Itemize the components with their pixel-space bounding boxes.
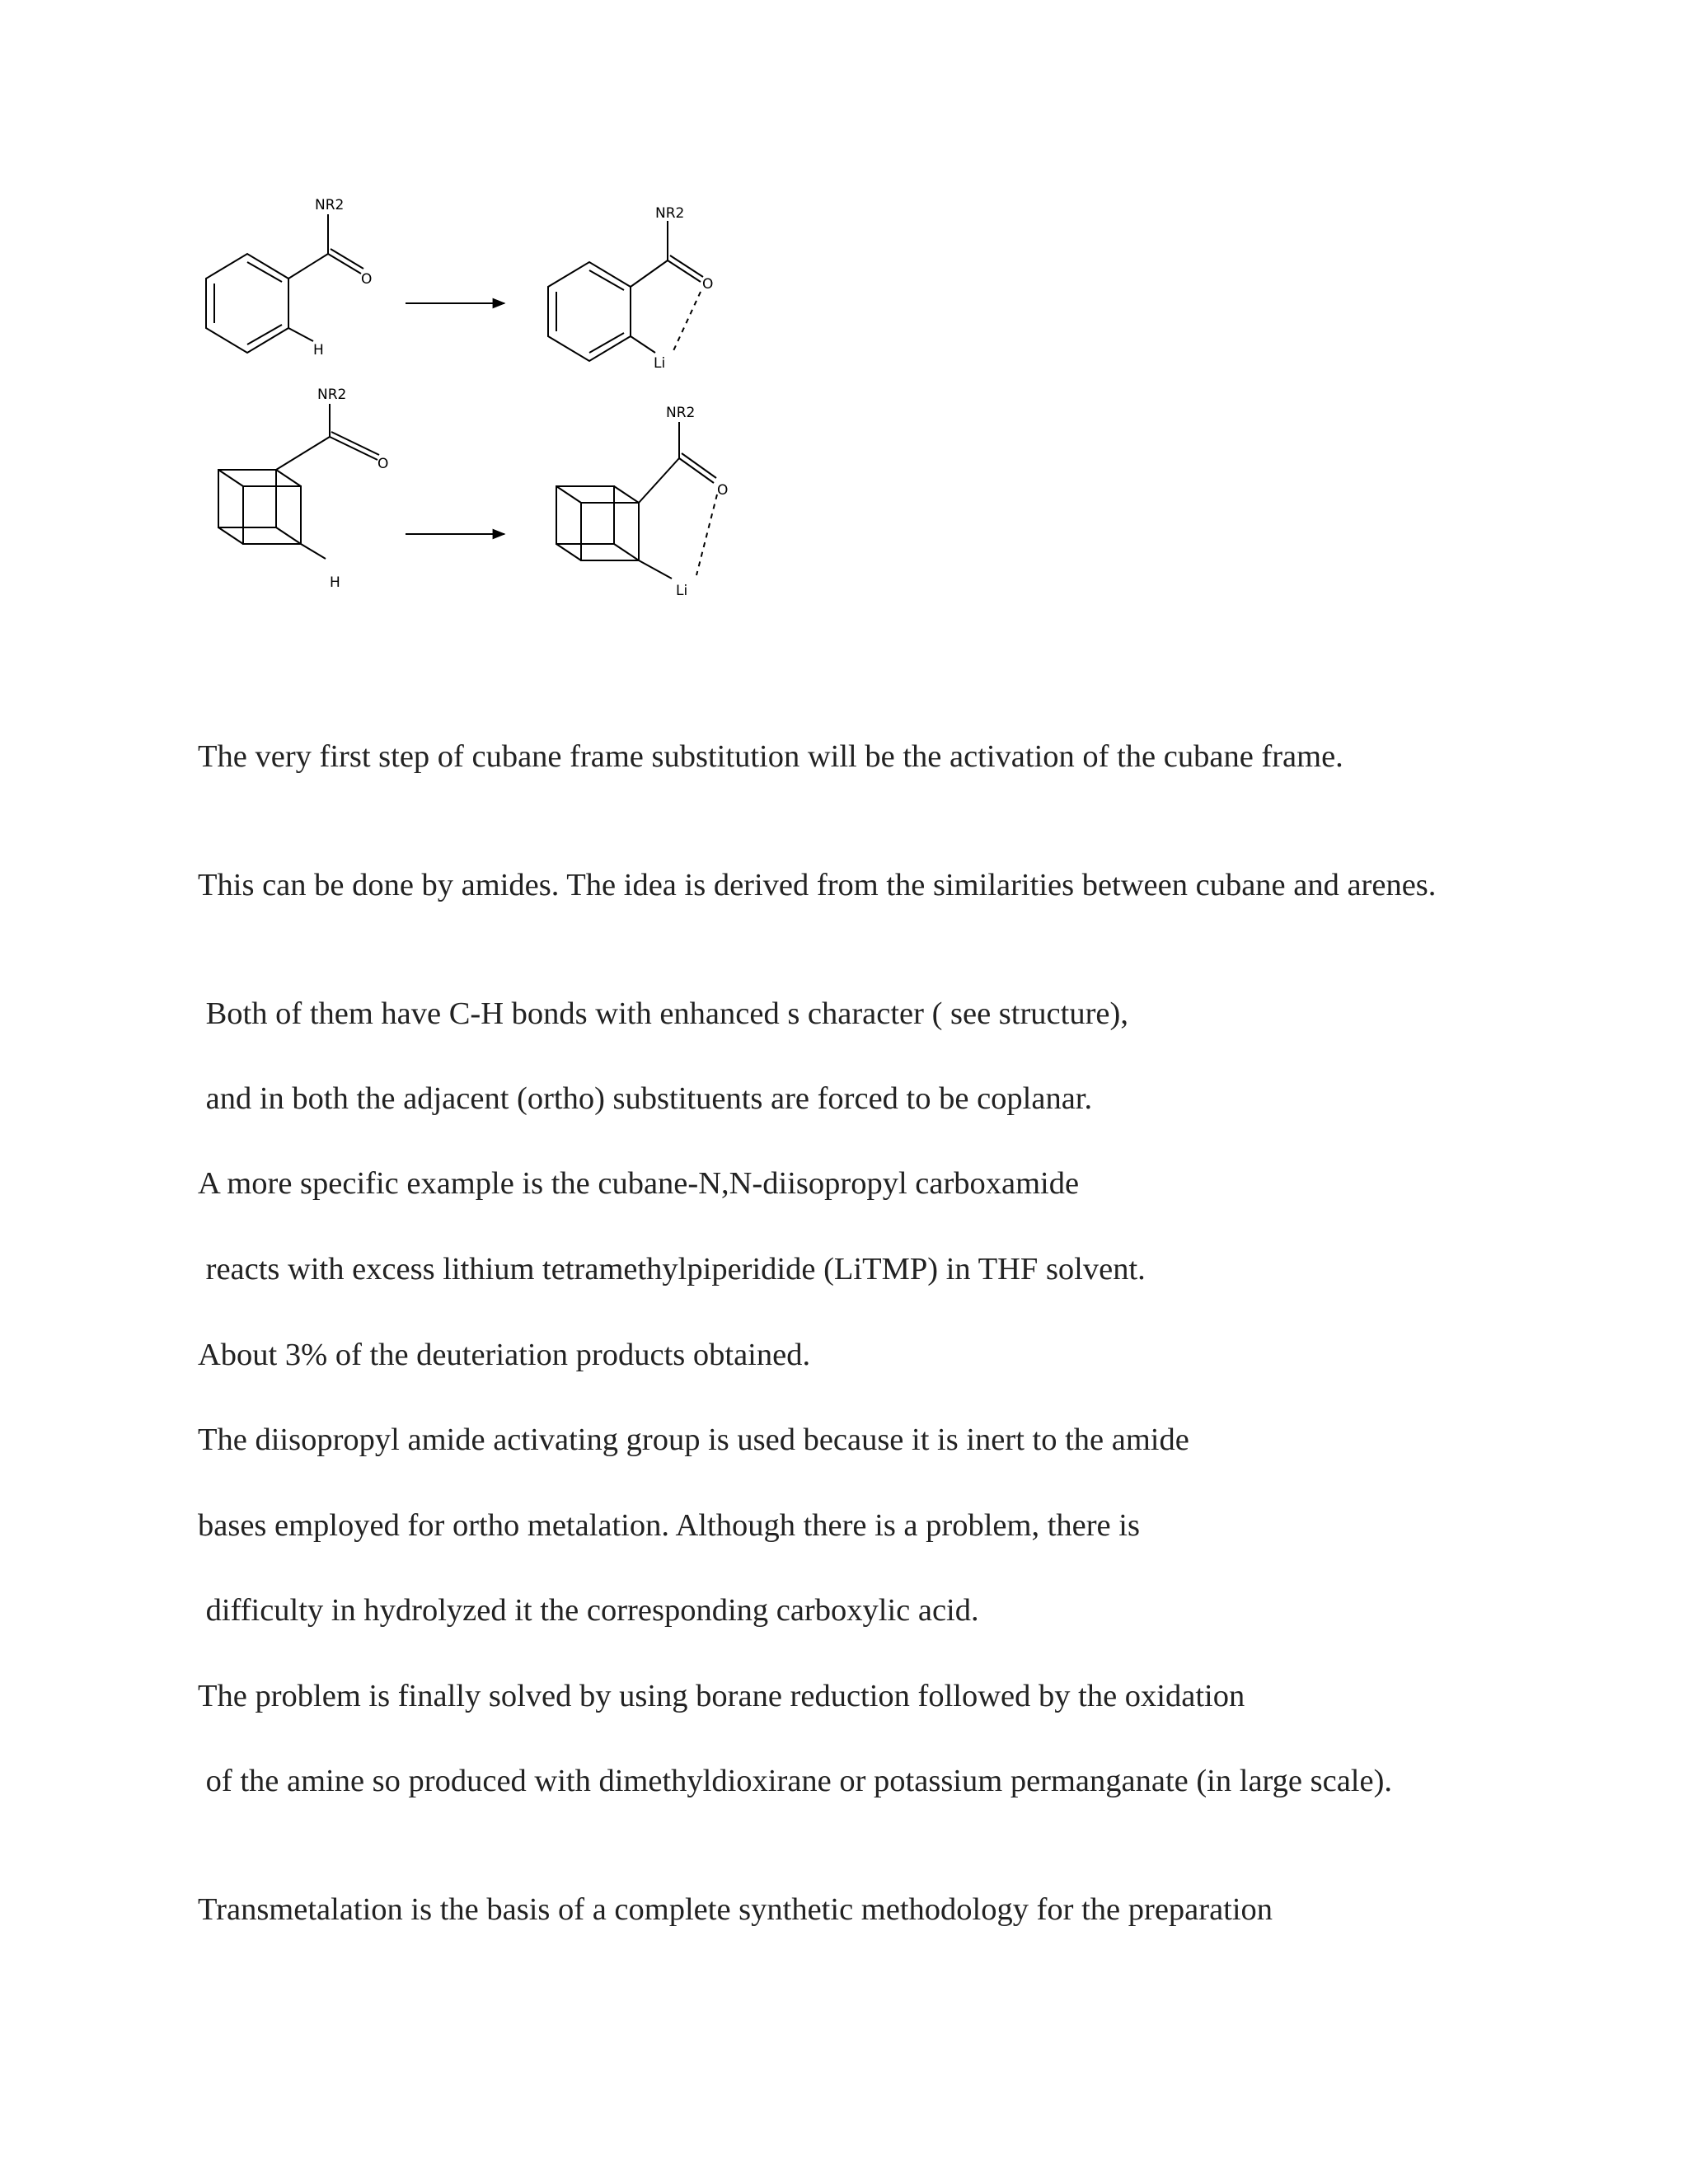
- oxygen-label: O: [717, 482, 729, 499]
- benzamide-reactant: [206, 197, 372, 359]
- body-paragraph: difficulty in hydrolyzed it the corresponding carboxylic acid.: [198, 1593, 979, 1628]
- reaction-schemes: [190, 181, 767, 626]
- body-paragraph: The problem is finally solved by using borane reduction followed by the oxidation: [198, 1679, 1245, 1713]
- body-paragraph: and in both the adjacent (ortho) substituents are forced to be coplanar.: [198, 1081, 1093, 1116]
- oxygen-label: O: [377, 456, 389, 472]
- body-paragraph: The diisopropyl amide activating group is used because it is inert to the amide: [198, 1422, 1189, 1457]
- body-paragraph: reacts with excess lithium tetramethylpiperidide (LiTMP) in THF solvent.: [198, 1252, 1146, 1286]
- oxygen-label: O: [702, 276, 714, 293]
- nr2-label: NR2: [666, 405, 696, 421]
- body-paragraph: This can be done by amides. The idea is derived from the similarities between cubane and arenes.: [198, 868, 1437, 902]
- lithium-label: Li: [654, 355, 666, 372]
- body-paragraph: Transmetalation is the basis of a complete synthetic methodology for the preparation: [198, 1892, 1273, 1927]
- oxygen-label: O: [361, 271, 373, 288]
- body-paragraph: Both of them have C-H bonds with enhanced s character ( see structure),: [198, 996, 1128, 1031]
- cubane-amide-reactant: [218, 387, 388, 591]
- hydrogen-label: H: [330, 574, 340, 591]
- hydrogen-label: H: [313, 342, 324, 359]
- body-paragraph: About 3% of the deuteriation products obtained.: [198, 1338, 811, 1372]
- nr2-label: NR2: [315, 197, 345, 213]
- body-paragraph: A more specific example is the cubane-N,N-diisopropyl carboxamide: [198, 1166, 1080, 1201]
- body-paragraph: The very first step of cubane frame substitution will be the activation of the cubane frame.: [198, 739, 1343, 774]
- body-paragraph: of the amine so produced with dimethyldioxirane or potassium permanganate (in large scale).: [198, 1764, 1393, 1798]
- body-paragraph: bases employed for ortho metalation. Although there is a problem, there is: [198, 1508, 1140, 1543]
- nr2-label: NR2: [655, 205, 685, 222]
- lithium-label: Li: [676, 583, 688, 599]
- lithiated-benzamide-product: [548, 205, 713, 372]
- nr2-label: NR2: [317, 387, 347, 403]
- lithiated-cubane-product: [556, 405, 728, 599]
